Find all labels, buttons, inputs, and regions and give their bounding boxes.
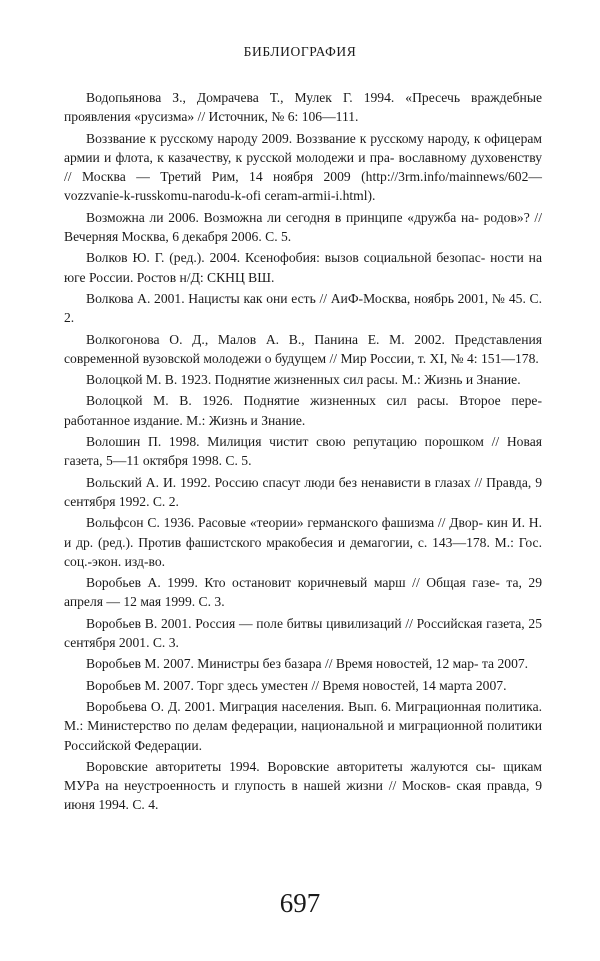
bibliography-list (64, 88, 542, 817)
entry-line: Воробьев М. 2007. Торг здесь уместен // Время новостей, 14 марта (86, 677, 473, 693)
running-head: БИБЛИОГРАФИЯ (243, 44, 357, 59)
entry-line: проявления «русизма» // Источник, № 6: 106—111. (64, 109, 359, 125)
entry-line: Вольфсон С. 1936. Расовые «теории» германского фашизма // Двор- (86, 515, 483, 531)
entry-line: вославному духовенству // Москва — Третий Рим, 14 ноября 2009 (64, 149, 542, 185)
page-number: 697 (279, 888, 321, 918)
entry-line: Волков Ю. Г. (ред.). 2004. Ксенофобия: вызов социальной безопас- (86, 250, 486, 266)
bibliography-entry (64, 697, 542, 755)
entry-line: ceram-armii-i.html). (264, 188, 376, 204)
entry-line: газета, 25 сентября 2001. С. 3. (64, 615, 542, 651)
entry-line: к офицерам армии и флота, к казачеству, к русской молодежи и пра- (64, 130, 543, 165)
bibliography-entry (64, 432, 542, 471)
bibliography-entry (64, 757, 542, 815)
entry-line: родов»? // Вечерняя Москва, 6 декабря 2006. С. 5. (64, 209, 542, 245)
entry-line: та, 29 апреля — 12 мая 1999. С. 3. (64, 575, 542, 610)
bibliography-entry (64, 513, 542, 571)
bibliography-entry (64, 248, 542, 287)
entry-line: Воробьев А. 1999. Кто остановит коричневый марш // Общая газе- (86, 575, 500, 591)
entry-line: политика. М.: Министерство по делам федерации, национальной и (64, 698, 542, 734)
entry-line: № 45. С. 2. (64, 290, 542, 326)
entry-line: кин И. Н. и др. (ред.). Против фашистского мракобесия и демагогии, (64, 515, 542, 550)
bibliography-entry (64, 208, 542, 247)
bibliography-entry (64, 391, 542, 430)
entry-line: Воровские авторитеты 1994. Воровские авторитеты жалуются сы- (86, 758, 496, 774)
bibliography-entry (64, 614, 542, 653)
entry-line: Воззвание к русскому народу 2009. Воззвание к русскому народу, (86, 130, 470, 146)
bibliography-entry (64, 370, 542, 389)
bibliography-entry (64, 473, 542, 512)
entry-line: Правда, 9 сентября 1992. С. 2. (64, 474, 542, 509)
entry-line: Воробьев В. 2001. Россия — поле битвы цивилизаций // Российская (86, 615, 483, 631)
bibliography-entry (64, 654, 542, 673)
entry-line: Волошин П. 1998. Милиция чистит свою репутацию порошком // (86, 434, 500, 450)
entry-line: Вольский А. И. 1992. Россию спасут люди без ненависти в глазах // (86, 474, 483, 490)
entry-line: Новая газета, 5—11 октября 1998. С. 5. (64, 434, 542, 469)
entry-line: Волоцкой М. В. 1923. Поднятие жизненных сил расы. М.: Жизнь и (86, 372, 474, 388)
entry-line: (http://3rm.info/mainnews/602—vozzvanie-k-russkomu-narodu-k-ofi (64, 169, 542, 204)
entry-line: работанное издание. М.: Жизнь и Знание. (64, 412, 306, 428)
bibliography-entry (64, 676, 542, 695)
entry-line: Волкова А. 2001. Нацисты как они есть // АиФ-Москва, ноябрь 2001, (86, 290, 489, 306)
entry-line: та 2007. (481, 656, 529, 672)
bibliography-entry (64, 129, 542, 206)
entry-line: ности на юге России. Ростов н/Д: СКНЦ ВШ. (64, 250, 542, 285)
entry-line: с. 143—178. М.: Гос. соц.-экон. изд-во. (64, 534, 542, 569)
entry-line: Водопьянова З., Домрачева Т., Мулек Г. 1994. «Пресечь враждебные (86, 90, 542, 105)
entry-line: Знание. (476, 372, 521, 388)
entry-line: ская правда, 9 июня 1994. С. 4. (64, 778, 542, 813)
entry-line: 151—178. (481, 350, 539, 366)
entry-line: Волкогонова О. Д., Малов А. В., Панина Е. М. 2002. Представления (86, 331, 542, 347)
entry-line: Воробьев М. 2007. Министры без базара // Время новостей, 12 мар- (86, 656, 479, 672)
bibliography-entry (64, 289, 542, 328)
entry-line: Воробьева О. Д. 2001. Миграция населения. Вып. 6. Миграционная (86, 698, 482, 714)
entry-line: современной вузовской молодежи о будущем // Мир России, т. XI, № 4: (64, 350, 478, 366)
bibliography-entry (64, 330, 542, 369)
entry-line: Волоцкой М. В. 1926. Поднятие жизненных сил расы. Второе пере- (86, 393, 542, 409)
entry-line: щикам МУРа на неустроенность и глупость в нашей жизни // Москов- (64, 758, 543, 794)
bibliography-entry (64, 573, 542, 612)
entry-line: миграционной политики Российской Федерации. (64, 718, 542, 753)
bibliography-entry (64, 88, 542, 127)
entry-line: 2007. (475, 677, 507, 693)
entry-line: Возможна ли 2006. Возможна ли сегодня в принципе «дружба на- (86, 209, 479, 225)
